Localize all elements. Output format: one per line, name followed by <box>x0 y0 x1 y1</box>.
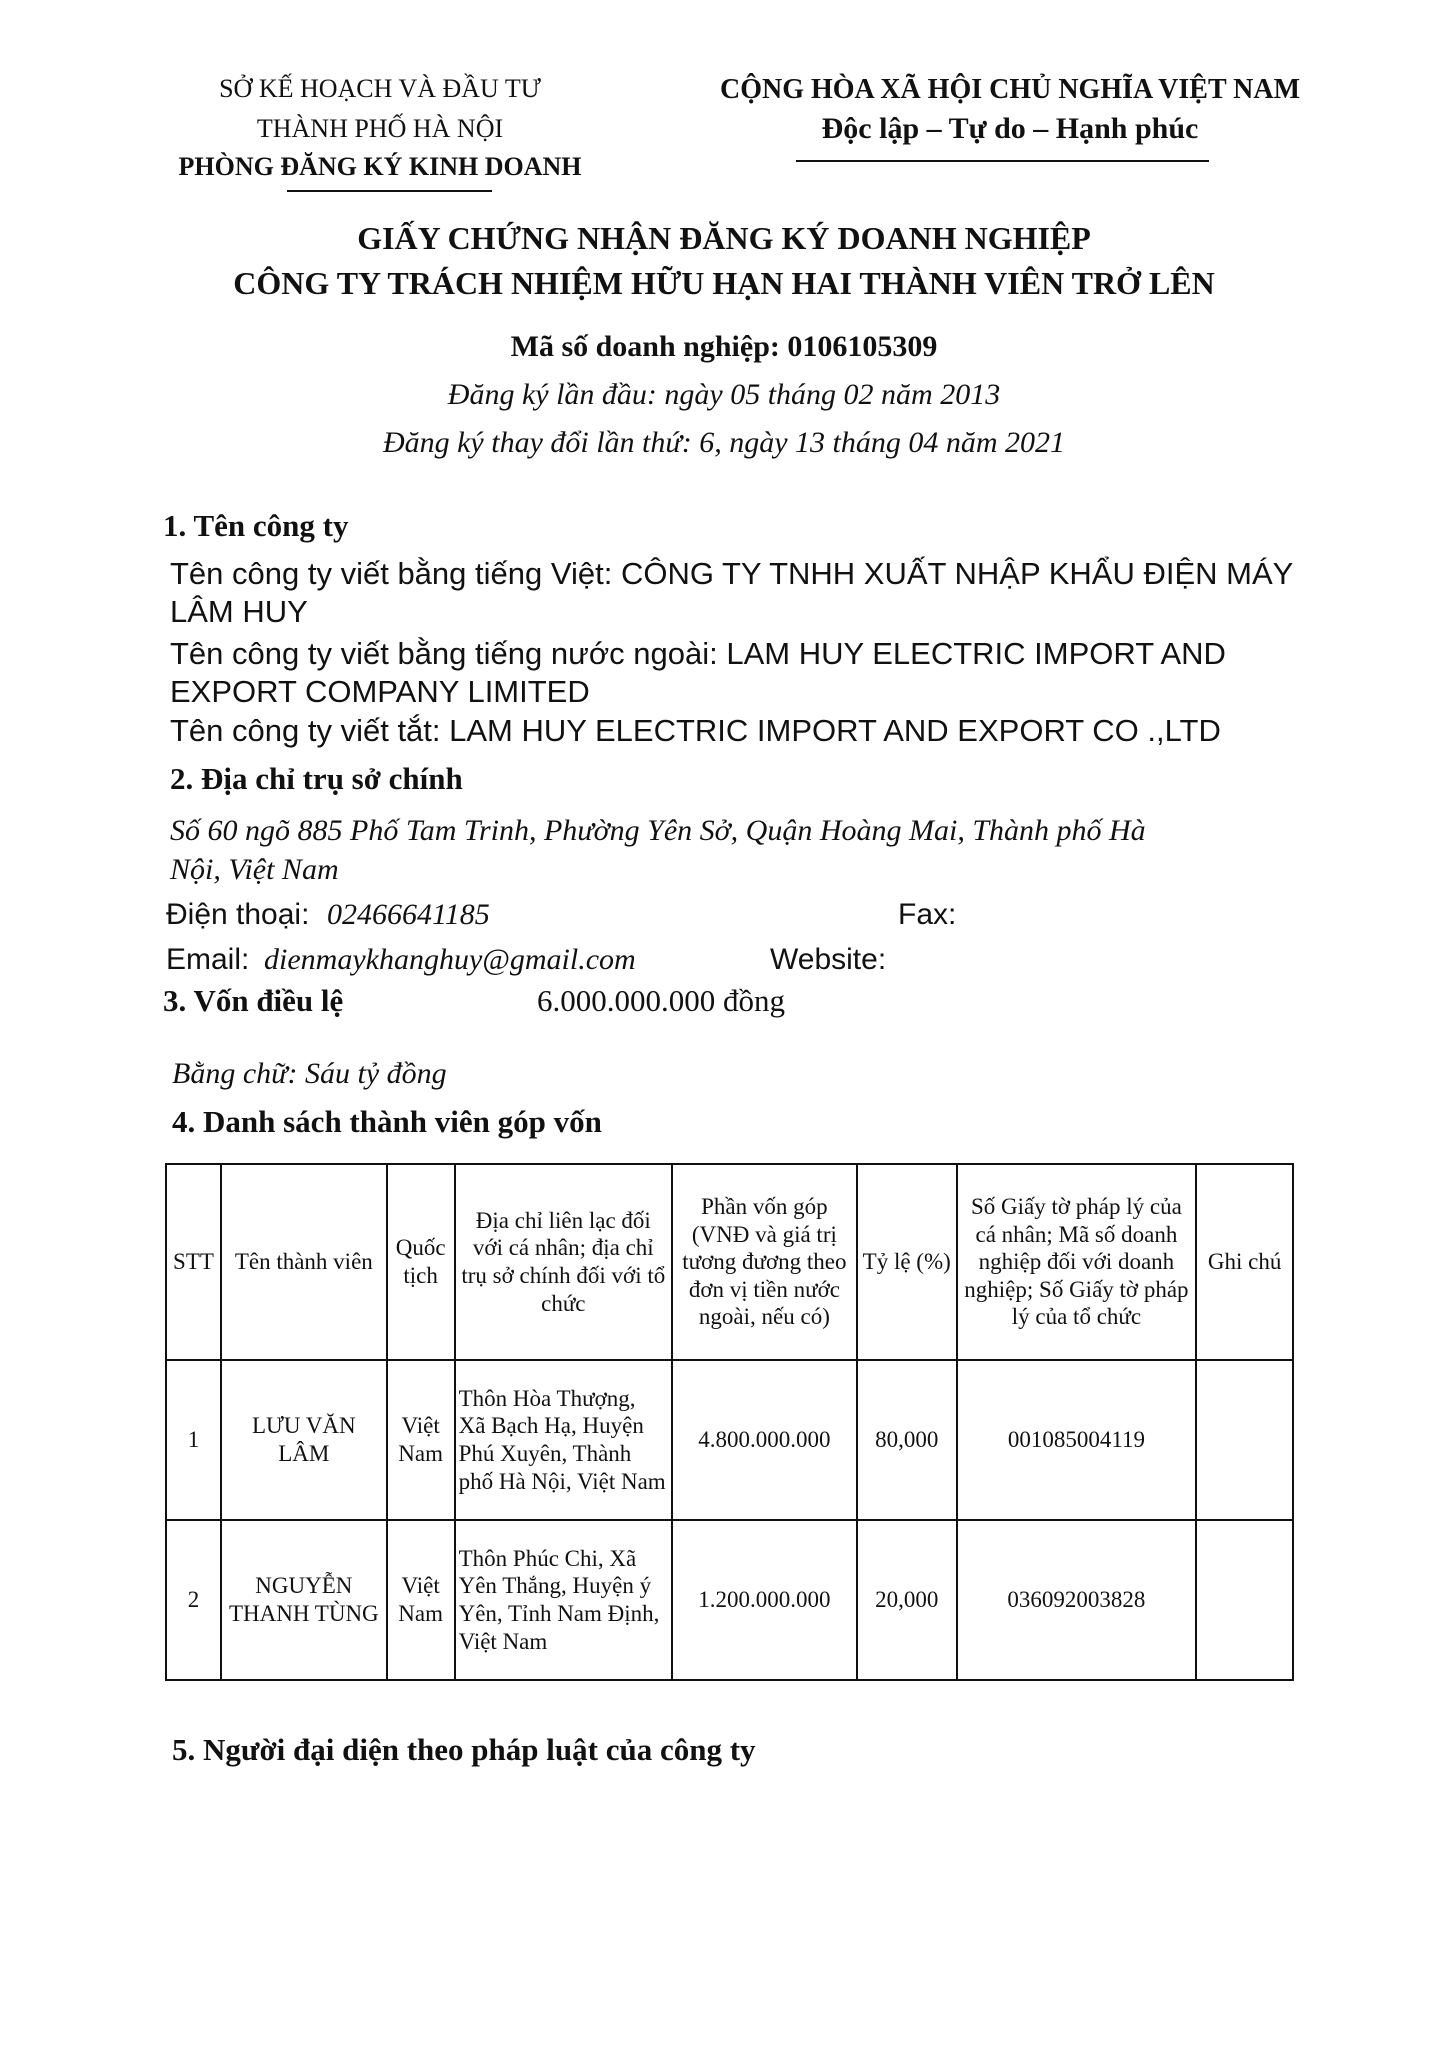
section-1-heading: 1. Tên công ty <box>163 508 349 543</box>
section-2-heading: 2. Địa chỉ trụ sở chính <box>170 761 463 796</box>
cell-capital: 4.800.000.000 <box>672 1360 857 1520</box>
cell-address: Thôn Phúc Chi, Xã Yên Thắng, Huyện ý Yên, Tỉnh Nam Định, Việt Nam <box>455 1520 672 1680</box>
document-title: GIẤY CHỨNG NHẬN ĐĂNG KÝ DOANH NGHIỆP <box>357 220 1091 256</box>
company-name-vietnamese-cont: LÂM HUY <box>170 594 308 629</box>
phone-label: Điện thoại: <box>166 898 310 931</box>
address-line-1: Số 60 ngõ 885 Phố Tam Trinh, Phường Yên Sở, Quận Hoàng Mai, Thành phố Hà <box>170 814 1146 847</box>
col-header-stt: STT <box>166 1164 221 1360</box>
agency-line-2: THÀNH PHỐ HÀ NỘI <box>256 114 504 143</box>
cell-nationality: Việt Nam <box>387 1360 455 1520</box>
fax-label: Fax: <box>898 898 957 931</box>
col-header-capital: Phần vốn góp (VNĐ và giá trị tương đương theo đơn vị tiền nước ngoài, nếu có) <box>672 1164 857 1360</box>
section-5-heading: 5. Người đại diện theo pháp luật của công ty <box>172 1732 756 1767</box>
website-label: Website: <box>770 943 887 976</box>
col-header-address: Địa chỉ liên lạc đối với cá nhân; địa chỉ trụ sở chính đối với tổ chức <box>455 1164 672 1360</box>
email-value: dienmaykhanghuy@gmail.com <box>264 943 636 976</box>
nation-line-1: CỘNG HÒA XÃ HỘI CHỦ NGHĨA VIỆT NAM <box>719 74 1301 105</box>
agency-line-1: SỞ KẾ HOẠCH VÀ ĐẦU TƯ <box>219 74 541 103</box>
company-name-foreign: Tên công ty viết bằng tiếng nước ngoài: LAM HUY ELECTRIC IMPORT AND <box>170 636 1226 671</box>
cell-stt: 2 <box>166 1520 221 1680</box>
cell-ratio: 80,000 <box>857 1360 957 1520</box>
cell-note <box>1196 1360 1293 1520</box>
table-row <box>166 1360 1293 1520</box>
cell-stt: 1 <box>166 1360 221 1520</box>
table-header-row <box>166 1164 1293 1360</box>
company-name-foreign-cont: EXPORT COMPANY LIMITED <box>170 674 590 709</box>
cell-note <box>1196 1520 1293 1680</box>
email-label: Email: <box>166 943 250 976</box>
members-table <box>165 1163 1294 1681</box>
company-short-name: Tên công ty viết tắt: LAM HUY ELECTRIC IMPORT AND EXPORT CO .,LTD <box>170 713 1221 748</box>
cell-ratio: 20,000 <box>857 1520 957 1680</box>
cell-member-name: NGUYỄN THANH TÙNG <box>221 1520 387 1680</box>
first-registration-date: Đăng ký lần đầu: ngày 05 tháng 02 năm 2013 <box>447 378 1001 411</box>
cell-legal-id: 036092003828 <box>957 1520 1197 1680</box>
change-registration-date: Đăng ký thay đổi lần thứ: 6, ngày 13 tháng 04 năm 2021 <box>382 426 1066 459</box>
company-name-vietnamese: Tên công ty viết bằng tiếng Việt: CÔNG TY TNHH XUẤT NHẬP KHẨU ĐIỆN MÁY <box>170 556 1294 591</box>
col-header-nationality: Quốc tịch <box>387 1164 455 1360</box>
address-line-2: Nội, Việt Nam <box>170 853 339 886</box>
enterprise-code: Mã số doanh nghiệp: 0106105309 <box>510 330 938 363</box>
phone-value: 02466641185 <box>327 898 490 931</box>
table-row <box>166 1520 1293 1680</box>
cell-capital: 1.200.000.000 <box>672 1520 857 1680</box>
cell-legal-id: 001085004119 <box>957 1360 1197 1520</box>
col-header-member-name: Tên thành viên <box>221 1164 387 1360</box>
nation-underline <box>796 160 1209 162</box>
charter-capital-in-words: Bằng chữ: Sáu tỷ đồng <box>172 1057 447 1090</box>
section-4-heading: 4. Danh sách thành viên góp vốn <box>172 1104 602 1139</box>
agency-underline <box>287 190 492 192</box>
agency-line-3: PHÒNG ĐĂNG KÝ KINH DOANH <box>178 152 582 181</box>
cell-nationality: Việt Nam <box>387 1520 455 1680</box>
cell-address: Thôn Hòa Thượng, Xã Bạch Hạ, Huyện Phú Xuyên, Thành phố Hà Nội, Việt Nam <box>455 1360 672 1520</box>
col-header-ratio: Tỷ lệ (%) <box>857 1164 957 1360</box>
section-3-heading: 3. Vốn điều lệ <box>163 983 344 1018</box>
col-header-note: Ghi chú <box>1196 1164 1293 1360</box>
charter-capital-amount: 6.000.000.000 đồng <box>537 983 785 1018</box>
document-subtitle: CÔNG TY TRÁCH NHIỆM HỮU HẠN HAI THÀNH VIÊN TRỞ LÊN <box>233 265 1215 301</box>
cell-member-name: LƯU VĂN LÂM <box>221 1360 387 1520</box>
nation-line-2: Độc lập – Tự do – Hạnh phúc <box>821 112 1199 145</box>
col-header-legal-id: Số Giấy tờ pháp lý của cá nhân; Mã số doanh nghiệp đối với doanh nghiệp; Số Giấy tờ pháp lý của tổ chức <box>957 1164 1197 1360</box>
